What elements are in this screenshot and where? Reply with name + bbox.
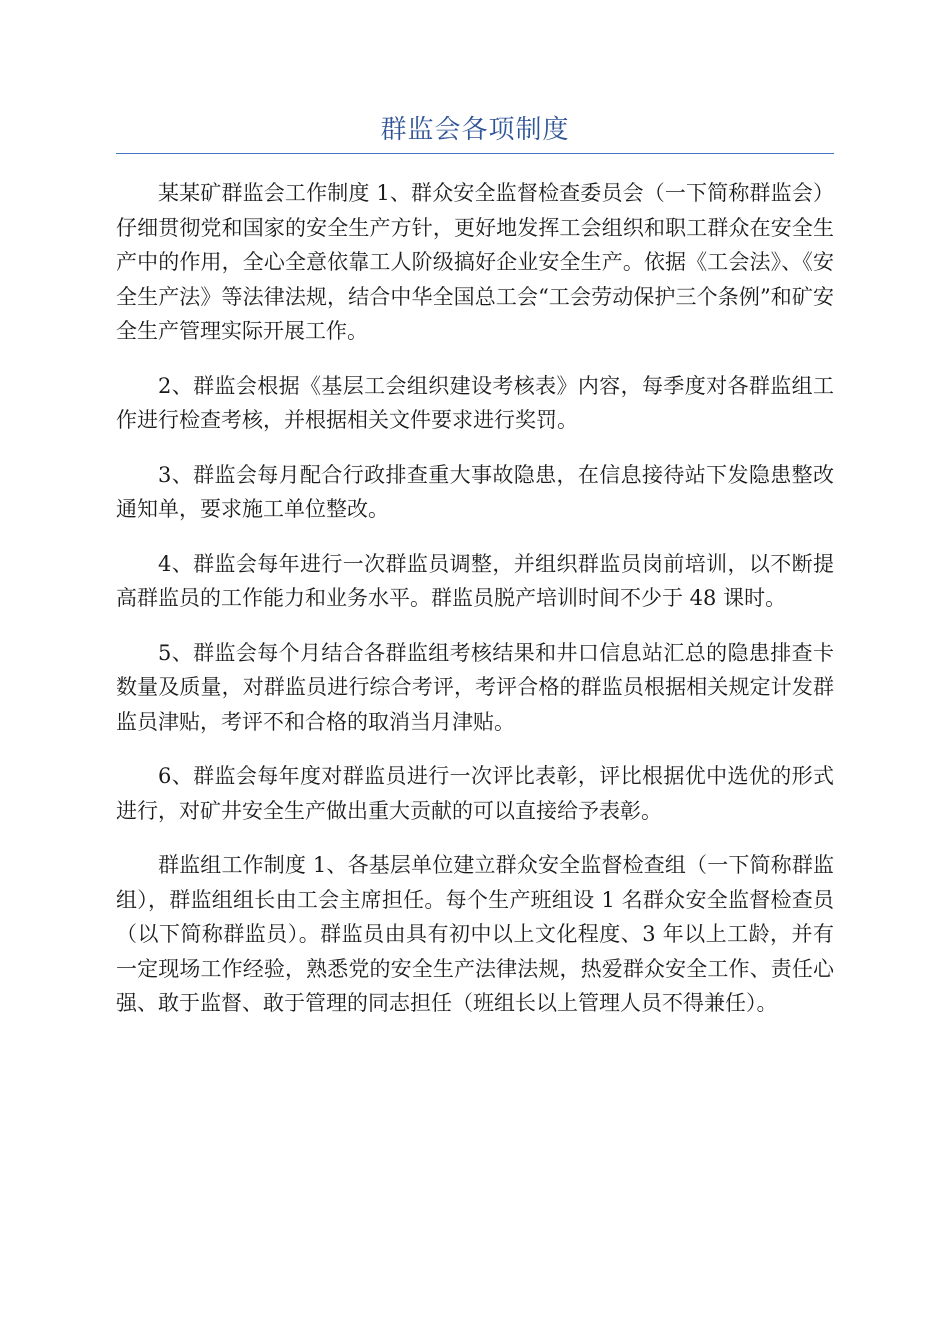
paragraph-2: 2、群监会根据《基层工会组织建设考核表》内容，每季度对各群监组工作进行检查考核，并根据相关文件要求进行奖罚。 — [116, 373, 834, 432]
title-underline — [116, 153, 834, 154]
paragraph-1: 某某矿群监会工作制度 1、群众安全监督检查委员会（一下简称群监会）仔细贯彻党和国家的安全生产方针，更好地发挥工会组织和职工群众在安全生产中的作用，全心全意依靠工人阶级搞好企业安全生产。依据《工会法》、《安全生产法》等法律法规，结合中华全国总工会“工会劳动保护三个条例”和矿安全生产管理实际开展工作。 — [116, 181, 834, 343]
document-title: 群监会各项制度 — [380, 115, 570, 145]
paragraph-3: 3、群监会每月配合行政排查重大事故隐患，在信息接待站下发隐患整改通知单，要求施工单位整改。 — [116, 462, 834, 521]
paragraph-4: 4、群监会每年进行一次群监员调整，并组织群监员岗前培训，以不断提高群监员的工作能力和业务水平。群监员脱产培训时间不少于 48 课时。 — [116, 551, 834, 610]
paragraph-6: 6、群监会每年度对群监员进行一次评比表彰，评比根据优中选优的形式进行，对矿井安全生产做出重大贡献的可以直接给予表彰。 — [116, 764, 834, 823]
document-body — [116, 176, 834, 1041]
paragraph-7: 群监组工作制度 1、各基层单位建立群众安全监督检查组（一下简称群监组），群监组组长由工会主席担任。每个生产班组设 1 名群众安全监督检查员（以下简称群监员）。群监员由具有初中以上文化程度、3 年以上工龄，并有一定现场工作经验，熟悉党的安全生产法律法规，热爱群众安全工作、责任心强、敢于监督、敢于管理的同志担任（班组长以上管理人员不得兼任）。 — [116, 853, 834, 1015]
paragraph-5: 5、群监会每个月结合各群监组考核结果和井口信息站汇总的隐患排查卡数量及质量，对群监员进行综合考评，考评合格的群监员根据相关规定计发群监员津贴，考评不和合格的取消当月津贴。 — [116, 640, 834, 734]
